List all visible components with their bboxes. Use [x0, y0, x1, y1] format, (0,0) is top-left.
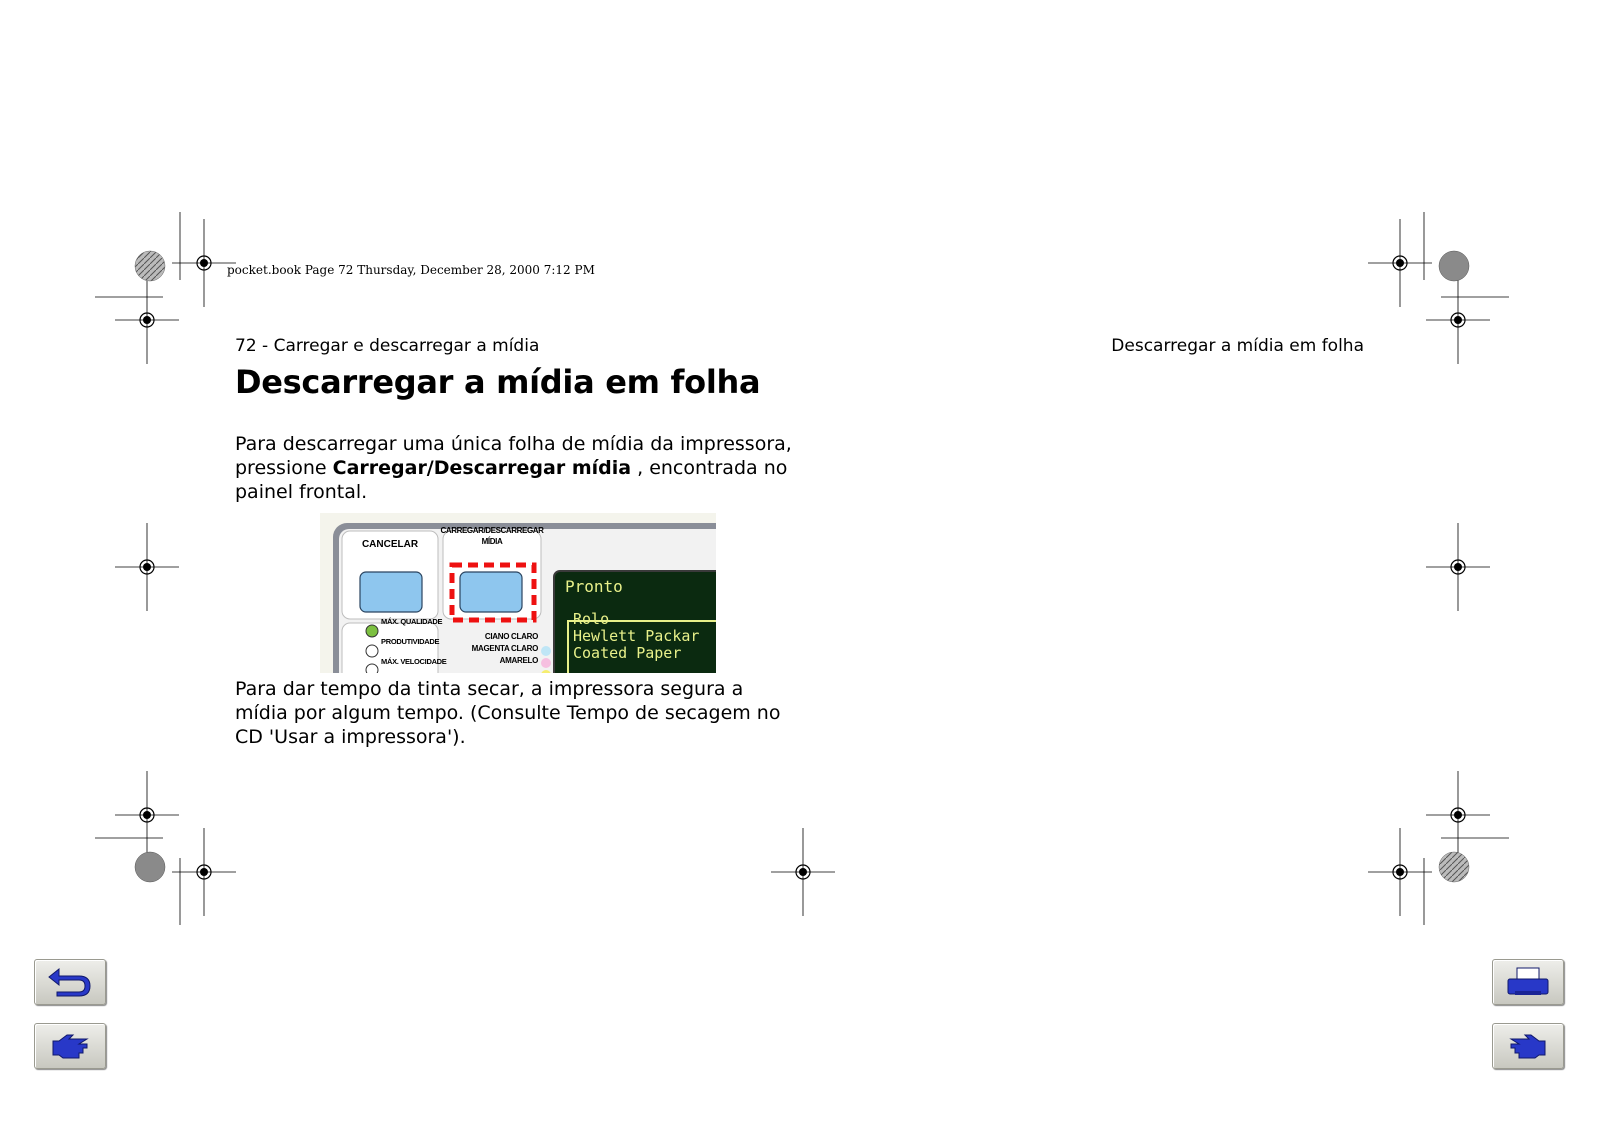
previous-page-button[interactable]	[34, 1023, 106, 1069]
ink-label: AMARELO	[499, 656, 538, 665]
registration-mark	[1426, 523, 1490, 611]
quality-option: MÁX. QUALIDADE	[381, 617, 443, 626]
load-unload-button-illustration	[460, 572, 522, 612]
page-title: Descarregar a mídia em folha	[235, 363, 761, 401]
ink-labels	[448, 631, 538, 667]
display-line: Rolo	[573, 610, 610, 628]
display-line: Hewlett Packar	[573, 627, 700, 645]
load-unload-label-line: MÍDIA	[481, 537, 503, 546]
quality-option: MÁX. VELOCIDADE	[381, 657, 447, 666]
print-info: pocket.book Page 72 Thursday, December 28, 2000 7:12 PM	[227, 263, 595, 277]
registration-mark	[115, 523, 179, 611]
paragraph-drying: Para dar tempo da tinta secar, a impressora segura a mídia por algum tempo. (Consulte Tempo de secagem no CD 'Usar a impressora').	[235, 678, 781, 748]
hand-right-icon	[1503, 1031, 1553, 1061]
quality-option: PRODUTIVIDADE	[381, 637, 440, 646]
star-target	[135, 852, 165, 882]
ink-label: MAGENTA CLARO	[471, 644, 538, 653]
button-reference: Carregar/Descarregar mídia	[332, 457, 632, 479]
display-lines	[573, 611, 699, 662]
paragraph-intro-text: Para descarregar uma única folha de mídia da impressora, pressione	[235, 433, 792, 479]
registration-mark	[1426, 276, 1490, 364]
registration-mark	[115, 276, 179, 364]
next-page-button[interactable]	[1492, 1023, 1564, 1069]
back-arrow-icon	[45, 965, 95, 999]
paragraph-intro	[235, 432, 795, 504]
registration-mark	[172, 828, 236, 916]
hand-left-icon	[45, 1031, 95, 1061]
load-unload-label	[436, 525, 548, 547]
star-target	[1439, 852, 1469, 882]
running-header-right: Descarregar a mídia em folha	[1111, 336, 1364, 356]
display-status: Pronto	[565, 577, 623, 596]
front-panel-illustration	[320, 513, 716, 673]
display-line: Coated Paper	[573, 644, 682, 662]
registration-mark	[1426, 771, 1490, 859]
print-button[interactable]	[1492, 959, 1564, 1005]
star-target	[135, 251, 165, 281]
registration-mark	[115, 771, 179, 859]
registration-mark	[1368, 219, 1432, 307]
running-header-left: 72 - Carregar e descarregar a mídia	[235, 336, 540, 356]
cancel-button-illustration	[360, 572, 422, 612]
registration-mark	[1368, 828, 1432, 916]
printer-icon	[1503, 965, 1553, 999]
registration-mark	[771, 828, 835, 916]
cancel-label: CANCELAR	[361, 539, 419, 550]
back-button[interactable]	[34, 959, 106, 1005]
star-target	[1439, 251, 1469, 281]
quality-options	[381, 612, 447, 672]
ink-label: CIANO CLARO	[484, 632, 538, 641]
paragraph-intro-text: , encontrada no painel frontal.	[235, 457, 788, 503]
load-unload-label-line: CARREGAR/DESCARREGAR	[440, 526, 544, 535]
